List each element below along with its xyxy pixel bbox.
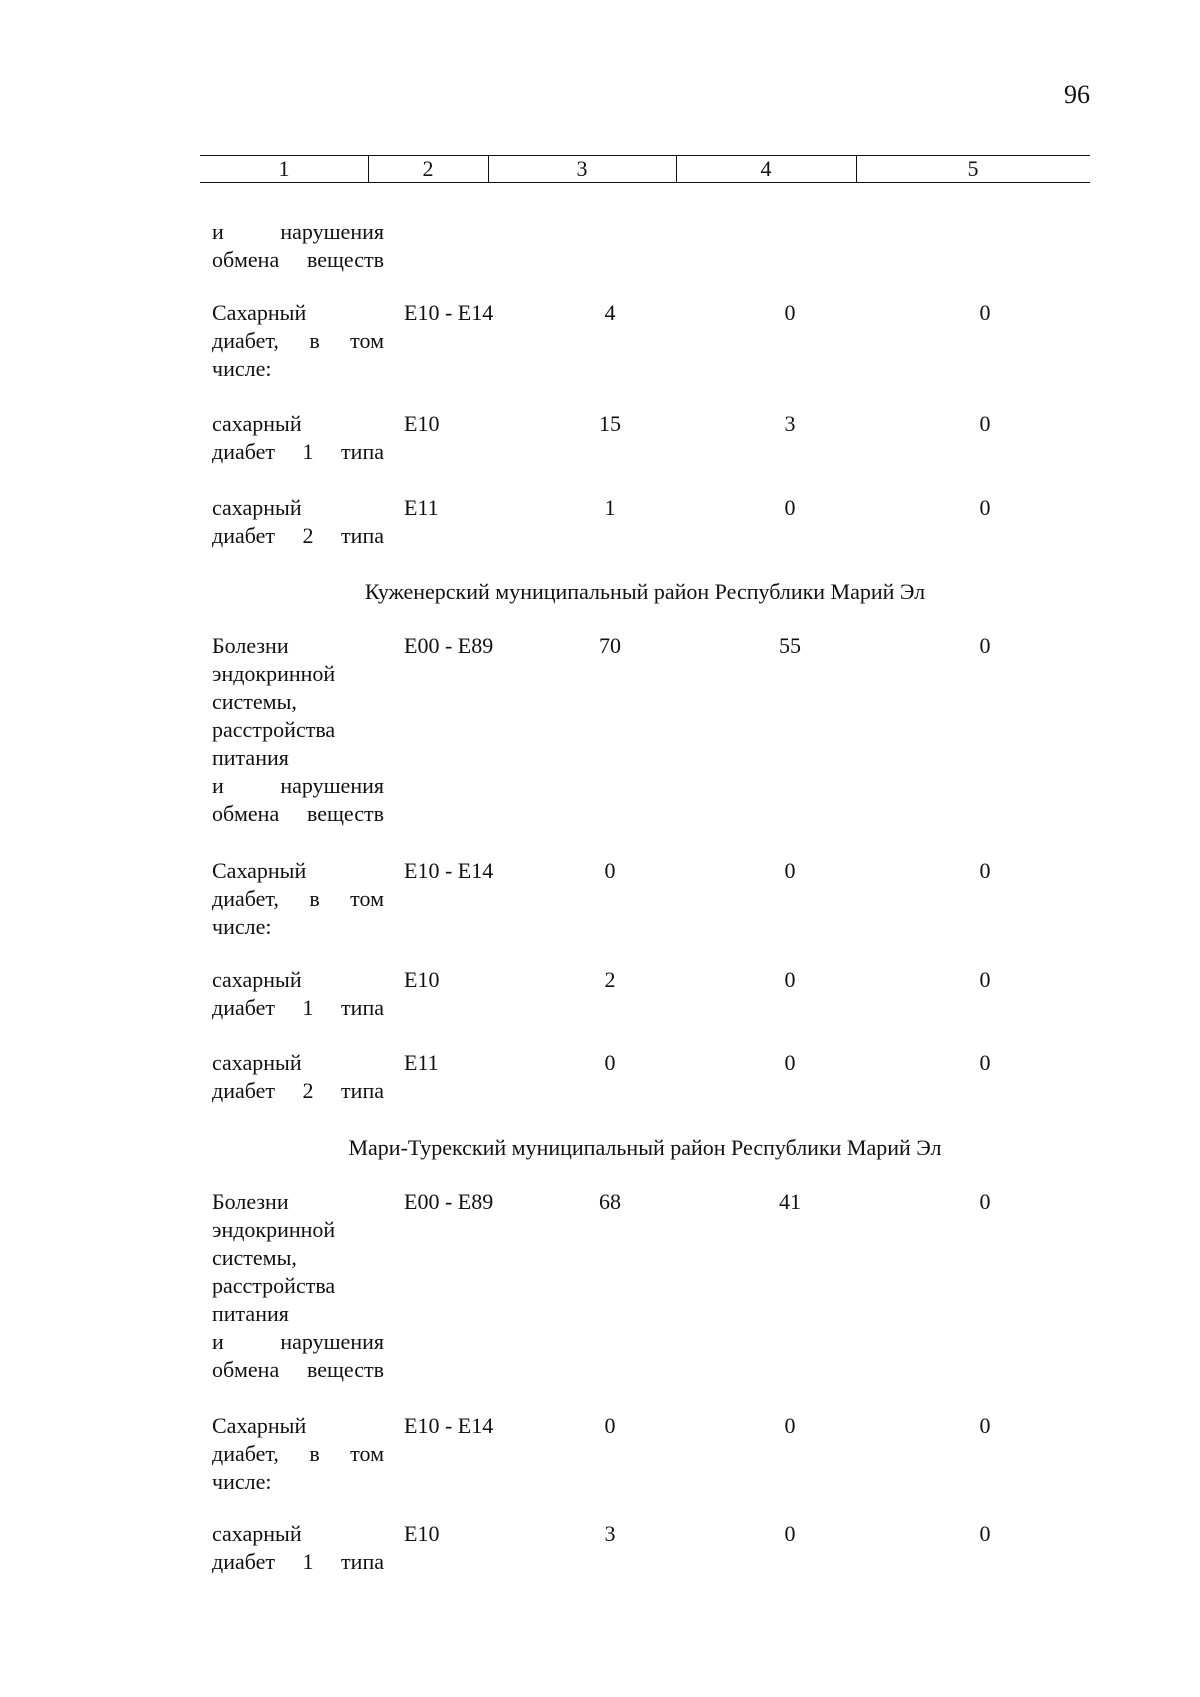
- icd-code: E00 - E89: [404, 633, 494, 658]
- value-col-3: 15: [599, 411, 621, 436]
- row-label-line: обмена веществ: [212, 801, 384, 826]
- row-label-line: диабет, в том: [212, 328, 384, 353]
- row-label: [212, 1412, 384, 1496]
- icd-code: E11: [404, 1050, 439, 1075]
- header-col-1: 1: [278, 156, 290, 181]
- value-col-5: 0: [979, 858, 991, 883]
- row-label-line: системы,: [212, 1245, 297, 1270]
- value-col-4: 55: [779, 633, 801, 658]
- value-col-5: 0: [979, 495, 991, 520]
- value-col-4: 0: [784, 495, 796, 520]
- row-label-line: диабет 1 типа: [212, 1549, 384, 1574]
- row-label-line: Сахарный: [212, 1413, 307, 1438]
- row-label-line: сахарный: [212, 1050, 302, 1075]
- value-col-4: 0: [784, 1050, 796, 1075]
- header-col-2: 2: [422, 156, 434, 181]
- row-label-line: и нарушения: [212, 219, 384, 244]
- icd-code: E00 - E89: [404, 1189, 494, 1214]
- icd-code: E11: [404, 495, 439, 520]
- icd-code: E10: [404, 1521, 440, 1546]
- value-col-4: 0: [784, 967, 796, 992]
- header-col-5: 5: [967, 156, 979, 181]
- row-label-line: системы,: [212, 689, 297, 714]
- row-label-line: сахарный: [212, 411, 302, 436]
- row-label-line: питания: [212, 1301, 289, 1326]
- row-label: [212, 1520, 384, 1576]
- value-col-5: 0: [979, 1050, 991, 1075]
- value-col-3: 4: [604, 300, 616, 325]
- row-label-line: диабет 2 типа: [212, 523, 384, 548]
- value-col-3: 0: [604, 858, 616, 883]
- value-col-4: 0: [784, 858, 796, 883]
- row-label-line: числе:: [212, 1469, 272, 1494]
- row-label-line: диабет 1 типа: [212, 995, 384, 1020]
- header-col-4: 4: [760, 156, 772, 181]
- value-col-4: 41: [779, 1189, 801, 1214]
- row-label-line: обмена веществ: [212, 247, 384, 272]
- value-col-3: 1: [604, 495, 616, 520]
- value-col-5: 0: [979, 1521, 991, 1546]
- icd-code: E10: [404, 411, 440, 436]
- row-label: [212, 1188, 384, 1384]
- row-label-line: Болезни: [212, 1189, 289, 1214]
- value-col-5: 0: [979, 967, 991, 992]
- value-col-3: 0: [604, 1413, 616, 1438]
- value-col-4: 3: [784, 411, 796, 436]
- row-label: [212, 966, 384, 1022]
- row-label: [212, 299, 384, 383]
- section-title: Мари-Турекский муниципальный район Республики Марий Эл: [348, 1135, 942, 1160]
- value-col-3: 3: [604, 1521, 616, 1546]
- value-col-3: 2: [604, 967, 616, 992]
- row-label-line: числе:: [212, 356, 272, 381]
- value-col-4: 0: [784, 1413, 796, 1438]
- section-title: Куженерский муниципальный район Республики Марий Эл: [364, 579, 926, 604]
- icd-code: E10 - E14: [404, 300, 494, 325]
- row-label: [212, 410, 384, 466]
- row-label-line: и нарушения: [212, 1329, 384, 1354]
- row-label-line: обмена веществ: [212, 1357, 384, 1382]
- row-label: [212, 857, 384, 941]
- row-label-line: питания: [212, 745, 289, 770]
- icd-code: E10 - E14: [404, 858, 494, 883]
- row-label-line: диабет 2 типа: [212, 1078, 384, 1103]
- row-label-line: расстройства: [212, 1273, 336, 1298]
- row-label: [212, 1049, 384, 1105]
- row-label-line: эндокринной: [212, 661, 336, 686]
- row-label: [212, 632, 384, 828]
- value-col-5: 0: [979, 633, 991, 658]
- value-col-5: 0: [979, 1189, 991, 1214]
- value-col-5: 0: [979, 411, 991, 436]
- value-col-5: 0: [979, 1413, 991, 1438]
- icd-code: E10: [404, 967, 440, 992]
- value-col-3: 68: [599, 1189, 621, 1214]
- page-number: 96: [1064, 80, 1090, 109]
- value-col-3: 70: [599, 633, 621, 658]
- row-label-line: диабет, в том: [212, 886, 384, 911]
- row-label-line: Болезни: [212, 633, 289, 658]
- row-label-line: и нарушения: [212, 773, 384, 798]
- value-col-5: 0: [979, 300, 991, 325]
- row-label: [212, 494, 384, 550]
- header-col-3: 3: [576, 156, 588, 181]
- value-col-3: 0: [604, 1050, 616, 1075]
- icd-code: E10 - E14: [404, 1413, 494, 1438]
- row-label-line: сахарный: [212, 967, 302, 992]
- value-col-4: 0: [784, 300, 796, 325]
- row-label-line: сахарный: [212, 495, 302, 520]
- row-label-line: эндокринной: [212, 1217, 336, 1242]
- row-label-line: диабет 1 типа: [212, 439, 384, 464]
- row-label-line: числе:: [212, 914, 272, 939]
- row-label-line: Сахарный: [212, 858, 307, 883]
- row-label-line: Сахарный: [212, 300, 307, 325]
- row-label-line: расстройства: [212, 717, 336, 742]
- row-label-line: сахарный: [212, 1521, 302, 1546]
- row-label-line: диабет, в том: [212, 1441, 384, 1466]
- row-label: [212, 218, 384, 274]
- value-col-4: 0: [784, 1521, 796, 1546]
